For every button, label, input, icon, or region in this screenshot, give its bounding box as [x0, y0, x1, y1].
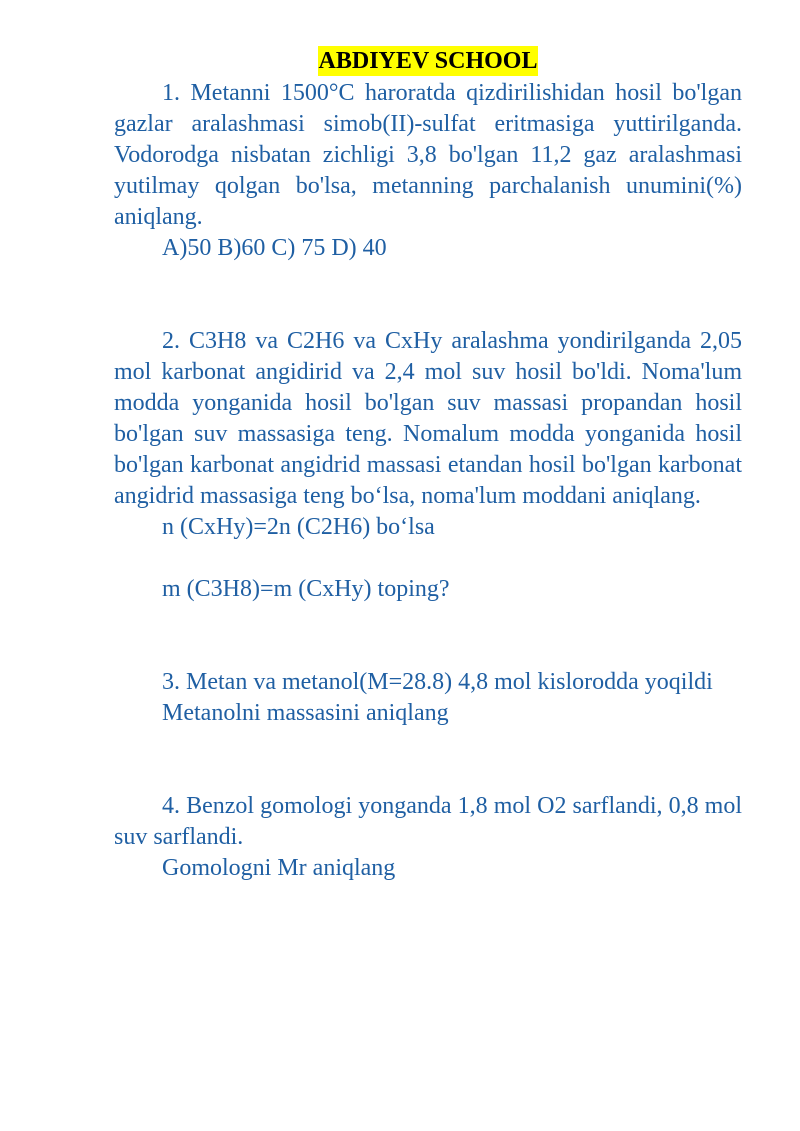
- document-page: [114, 44, 742, 884]
- problem-3-question: Metanolni massasini aniqlang: [162, 700, 449, 726]
- problem-2-question: m (C3H8)=m (CxHy) toping?: [162, 576, 450, 602]
- spacer: [114, 543, 742, 574]
- problem-1-text: 1. Metanni 1500°C haroratda qizdirilishidan hosil bo'lgan gazlar aralashmasi simob(II)-sulfat eritmasiga yuttirilganda. Vodorodga nisbatan zichligi 3,8 bo'lgan 11,2 gaz aralashmasi yutilmay qolgan bo'lsa, metanning parchalanish unumini(%) aniqlang.: [114, 80, 742, 230]
- title-row: [114, 44, 742, 78]
- spacer: [114, 729, 742, 791]
- problem-4-text: 4. Benzol gomologi yonganda 1,8 mol O2 sarflandi, 0,8 mol suv sarflandi.: [114, 793, 742, 850]
- school-title: ABDIYEV SCHOOL: [318, 48, 538, 74]
- problem-4-question: Gomologni Mr aniqlang: [162, 855, 396, 881]
- spacer: [114, 605, 742, 667]
- problem-2-condition: n (CxHy)=2n (C2H6) bo‘lsa: [162, 514, 435, 540]
- problem-3-text: 3. Metan va metanol(M=28.8) 4,8 mol kislorodda yoqildi: [162, 669, 713, 695]
- problem-1-answers: A)50 B)60 C) 75 D) 40: [162, 235, 387, 261]
- problem-2-text: 2. C3H8 va C2H6 va CxHy aralashma yondirilganda 2,05 mol karbonat angidirid va 2,4 mol suv hosil bo'ldi. Noma'lum modda yonganida hosil bo'lgan suv massasi propandan hosil bo'lgan suv massasiga teng. Nomalum modda yonganida hosil bo'lgan karbonat angidrid massasi etandan hosil bo'lgan karbonat angidrid massasiga teng bo‘lsa, noma'lum moddani aniqlang.: [114, 328, 742, 509]
- spacer: [114, 264, 742, 326]
